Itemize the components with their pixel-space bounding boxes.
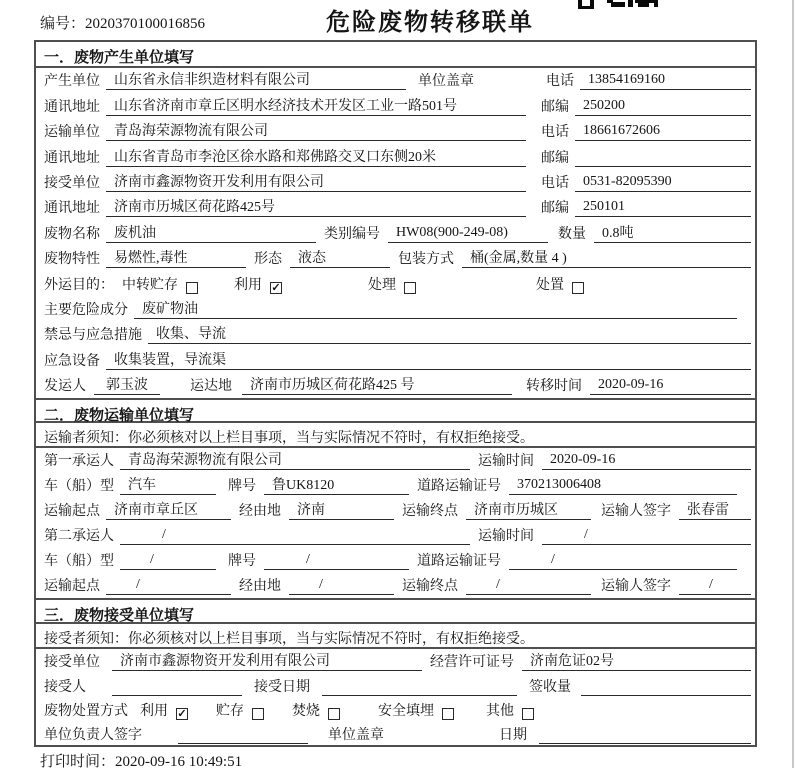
receiving-unit-row — [36, 649, 755, 674]
receiver-notice: 接受者须知：你必须核对以上栏目事项，当与实际情况不符时，有权拒绝接受。 — [36, 624, 755, 649]
emergency-equipment-label: 应急设备 — [44, 353, 100, 369]
first-carrier-row — [36, 448, 755, 473]
second-carrier-row — [36, 523, 755, 548]
receiver-address-row — [36, 195, 755, 220]
via-label: 经由地 — [239, 504, 281, 520]
option-landfill-label: 安全填埋 — [378, 704, 434, 720]
postcode-value — [575, 149, 751, 167]
disposal-method-row — [36, 699, 755, 723]
carrier-signature-value: 张春雷 — [679, 499, 751, 520]
terminus-label: 运输终点 — [402, 579, 458, 595]
unit-seal-label: 单位盖章 — [328, 728, 384, 744]
consignor-row — [36, 373, 755, 398]
print-time-line — [40, 750, 242, 768]
terminus-value: / — [466, 577, 591, 595]
signature-row — [36, 723, 755, 747]
date-label: 日期 — [499, 728, 527, 744]
emergency-equipment-row — [36, 347, 755, 372]
option-store-label: 贮存 — [216, 704, 244, 720]
license-value: 济南危证02号 — [522, 650, 751, 671]
waste-name-value: 废机油 — [106, 222, 316, 243]
terminus-label: 运输终点 — [402, 504, 458, 520]
phone-label: 电话 — [541, 125, 569, 141]
producer-row — [36, 68, 755, 93]
vehicle-type-label: 车（船）型 — [44, 554, 114, 570]
postcode-label: 邮编 — [541, 99, 569, 115]
postcode-label: 邮编 — [541, 201, 569, 217]
vehicle-type-value: 汽车 — [120, 474, 216, 495]
checkbox-other-unchecked — [522, 708, 534, 720]
route-row — [36, 498, 755, 523]
first-carrier-label: 第一承运人 — [44, 454, 114, 470]
print-time-value: 2020-09-16 10:49:51 — [115, 754, 243, 768]
hazard-component-label: 主要危险成分 — [44, 302, 128, 318]
phone-label: 电话 — [541, 175, 569, 191]
via-label: 经由地 — [239, 579, 281, 595]
responsible-signature-label: 单位负责人签字 — [44, 728, 142, 744]
origin-label: 运输起点 — [44, 579, 100, 595]
origin-value: / — [106, 577, 231, 595]
terminus-value: 济南市历城区 — [466, 499, 591, 520]
checkbox-incinerate-unchecked — [328, 708, 340, 720]
contraindication-value: 收集、导流 — [148, 323, 751, 344]
transporter-value: 青岛海荣源物流有限公司 — [106, 120, 526, 141]
checkbox-utilize-checked — [176, 708, 188, 720]
option-incinerate-label: 焚烧 — [292, 704, 320, 720]
unit-seal-label: 单位盖章 — [418, 74, 474, 90]
phone-value: 13854169160 — [580, 72, 751, 90]
responsible-signature-value — [178, 726, 308, 744]
option-transfer-storage-label: 中转贮存 — [122, 277, 178, 293]
option-utilize-label: 利用 — [140, 704, 168, 720]
outbound-purpose-row — [36, 271, 755, 296]
transporter-row — [36, 119, 755, 144]
carrier-signature-label: 运输人签字 — [601, 504, 671, 520]
transfer-time-value: 2020-09-16 — [590, 377, 751, 395]
section3-header: 三．废物接受单位填写 — [36, 598, 755, 624]
transport-time-value: 2020-09-16 — [542, 452, 751, 470]
producer-label: 产生单位 — [44, 74, 100, 90]
vehicle-row — [36, 473, 755, 498]
vehicle-type-value: / — [120, 552, 216, 570]
address-value: 山东省济南市章丘区明水经济技术开发区工业一路501号 — [106, 95, 526, 116]
address-label: 通讯地址 — [44, 99, 100, 115]
phone-value: 18661672606 — [575, 123, 751, 141]
transporter-label: 运输单位 — [44, 125, 100, 141]
check-mark-icon: ✓ — [177, 708, 187, 721]
first-carrier-value: 青岛海荣源物流有限公司 — [120, 449, 470, 470]
transporter-notice: 运输者须知：你必须核对以上栏目事项，当与实际情况不符时，有权拒绝接受。 — [36, 423, 755, 448]
emergency-equipment-value: 收集装置，导流渠 — [106, 349, 751, 370]
license-label: 经营许可证号 — [430, 655, 514, 671]
print-time-label: 打印时间： — [40, 754, 116, 768]
route-row-2 — [36, 573, 755, 598]
section2-header: 二．废物运输单位填写 — [36, 398, 755, 423]
road-permit-label: 道路运输证号 — [417, 479, 501, 495]
waste-property-value: 易燃性,毒性 — [106, 247, 246, 268]
phone-value: 0531-82095390 — [575, 174, 751, 192]
transfer-time-label: 转移时间 — [526, 379, 582, 395]
destination-value: 济南市历城区荷花路425 号 — [242, 374, 512, 395]
manifest-form — [34, 40, 757, 747]
receiver-value: 济南市鑫源物资开发利用有限公司 — [106, 171, 526, 192]
receiving-unit-label: 接受单位 — [44, 655, 100, 671]
category-code-value: HW08(900-249-08) — [388, 225, 548, 243]
category-code-label: 类别编号 — [324, 226, 380, 242]
destination-label: 运达地 — [190, 379, 232, 395]
transport-time-label: 运输时间 — [478, 454, 534, 470]
plate-label: 牌号 — [228, 554, 256, 570]
contraindication-label: 禁忌与应急措施 — [44, 328, 142, 344]
waste-name-label: 废物名称 — [44, 226, 100, 242]
receiving-unit-value: 济南市鑫源物资开发利用有限公司 — [112, 650, 422, 671]
page-title: 危险废物转移联单 — [326, 10, 534, 36]
address-value: 山东省青岛市李沧区徐水路和郑佛路交叉口东侧20米 — [106, 146, 526, 167]
recipient-label: 接受人 — [44, 680, 86, 696]
checkbox-transfer-storage-unchecked — [186, 282, 198, 294]
hazard-component-value: 废矿物油 — [134, 298, 737, 319]
checkbox-dispose-unchecked — [572, 282, 584, 294]
producer-address-row — [36, 93, 755, 118]
plate-label: 牌号 — [228, 479, 256, 495]
via-value: 济南 — [289, 499, 394, 520]
qr-code-fragment — [578, 0, 658, 11]
transport-time-value: / — [542, 527, 751, 545]
via-value: / — [289, 577, 394, 595]
road-permit-value: / — [509, 552, 737, 570]
option-dispose-label: 处置 — [536, 277, 564, 293]
checkbox-treat-unchecked — [404, 282, 416, 294]
postcode-label: 邮编 — [541, 150, 569, 166]
carrier-signature-value: / — [679, 577, 751, 595]
carrier-signature-label: 运输人签字 — [601, 579, 671, 595]
recipient-value — [112, 678, 242, 696]
checkbox-landfill-unchecked — [442, 708, 454, 720]
address-label: 通讯地址 — [44, 201, 100, 217]
origin-value: 济南市章丘区 — [106, 499, 231, 520]
producer-value: 山东省永信非织造材料有限公司 — [106, 69, 406, 90]
contraindication-row — [36, 322, 755, 347]
second-carrier-value: / — [120, 527, 470, 545]
signed-quantity-value — [581, 678, 751, 696]
waste-property-row — [36, 246, 755, 271]
form-state-value: 液态 — [290, 247, 390, 268]
outbound-purpose-label: 外运目的： — [44, 277, 114, 293]
transporter-address-row — [36, 144, 755, 169]
packing-label: 包装方式 — [398, 252, 454, 268]
road-permit-label: 道路运输证号 — [417, 554, 501, 570]
second-carrier-label: 第二承运人 — [44, 529, 114, 545]
transport-time-label: 运输时间 — [478, 529, 534, 545]
receipt-date-label: 接受日期 — [254, 680, 310, 696]
option-utilize-label: 利用 — [234, 277, 262, 293]
plate-value: 鲁UK8120 — [264, 474, 409, 495]
origin-label: 运输起点 — [44, 504, 100, 520]
consignor-value: 郭玉波 — [94, 374, 160, 395]
consignor-label: 发运人 — [44, 379, 86, 395]
form-state-label: 形态 — [254, 252, 282, 268]
checkbox-store-unchecked — [252, 708, 264, 720]
serial-label: 编号： — [40, 16, 86, 32]
vehicle-type-label: 车（船）型 — [44, 479, 114, 495]
hazard-component-row — [36, 297, 755, 322]
quantity-label: 数量 — [558, 226, 586, 242]
checkbox-utilize-checked — [270, 282, 282, 294]
postcode-value: 250101 — [575, 199, 751, 217]
option-other-label: 其他 — [486, 704, 514, 720]
receiver-label: 接受单位 — [44, 175, 100, 191]
receipt-row — [36, 674, 755, 699]
receiver-row — [36, 170, 755, 195]
address-value: 济南市历城区荷花路425号 — [106, 196, 526, 217]
road-permit-value: 370213006408 — [509, 477, 737, 495]
check-mark-icon: ✓ — [271, 281, 281, 294]
packing-value: 桶(金属,数量 4 ) — [462, 247, 751, 268]
vehicle-row-2 — [36, 548, 755, 573]
date-value — [539, 726, 751, 744]
disposal-method-label: 废物处置方式 — [44, 704, 128, 720]
signed-quantity-label: 签收量 — [529, 680, 571, 696]
postcode-value: 250200 — [575, 98, 751, 116]
quantity-value: 0.8吨 — [594, 222, 751, 243]
receipt-date-value — [322, 678, 517, 696]
address-label: 通讯地址 — [44, 150, 100, 166]
waste-name-row — [36, 220, 755, 245]
scan-edge-line — [792, 0, 794, 768]
plate-value: / — [264, 552, 409, 570]
option-treat-label: 处理 — [368, 277, 396, 293]
phone-label: 电话 — [546, 74, 574, 90]
section1-header: 一．废物产生单位填写 — [36, 42, 755, 68]
serial-number: 2020370100016856 — [85, 16, 206, 32]
waste-property-label: 废物特性 — [44, 252, 100, 268]
